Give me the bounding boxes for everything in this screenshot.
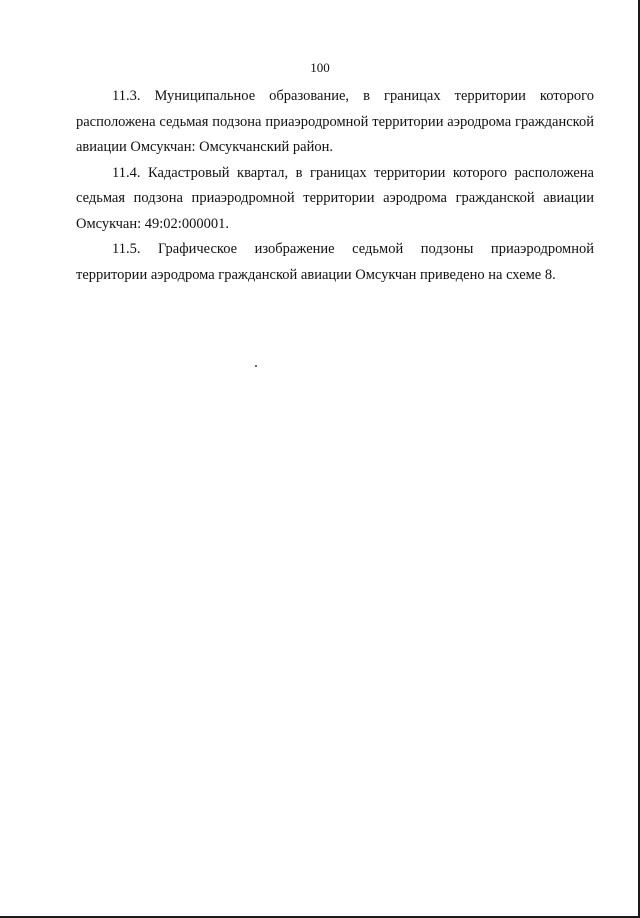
document-body <box>76 84 594 288</box>
paragraph-11-4: 11.4. Кадастровый квартал, в границах территории которого расположена седьмая подзона приаэродромной территории аэродрома гражданской авиации Омсукчан: 49:02:000001. <box>76 164 594 232</box>
paragraph-11-3: 11.3. Муниципальное образование, в границах территории которого расположена седьмая подзона приаэродромной территории аэродрома гражданской авиации Омсукчан: Омсукчанский район. <box>76 88 594 155</box>
scan-speck <box>255 365 257 367</box>
page-number: 100 <box>310 60 330 75</box>
paragraph-11-5: 11.5. Графическое изображение седьмой подзоны приаэродромной территории аэродрома гражданской авиации Омсукчан приведено на схеме 8. <box>76 241 594 283</box>
